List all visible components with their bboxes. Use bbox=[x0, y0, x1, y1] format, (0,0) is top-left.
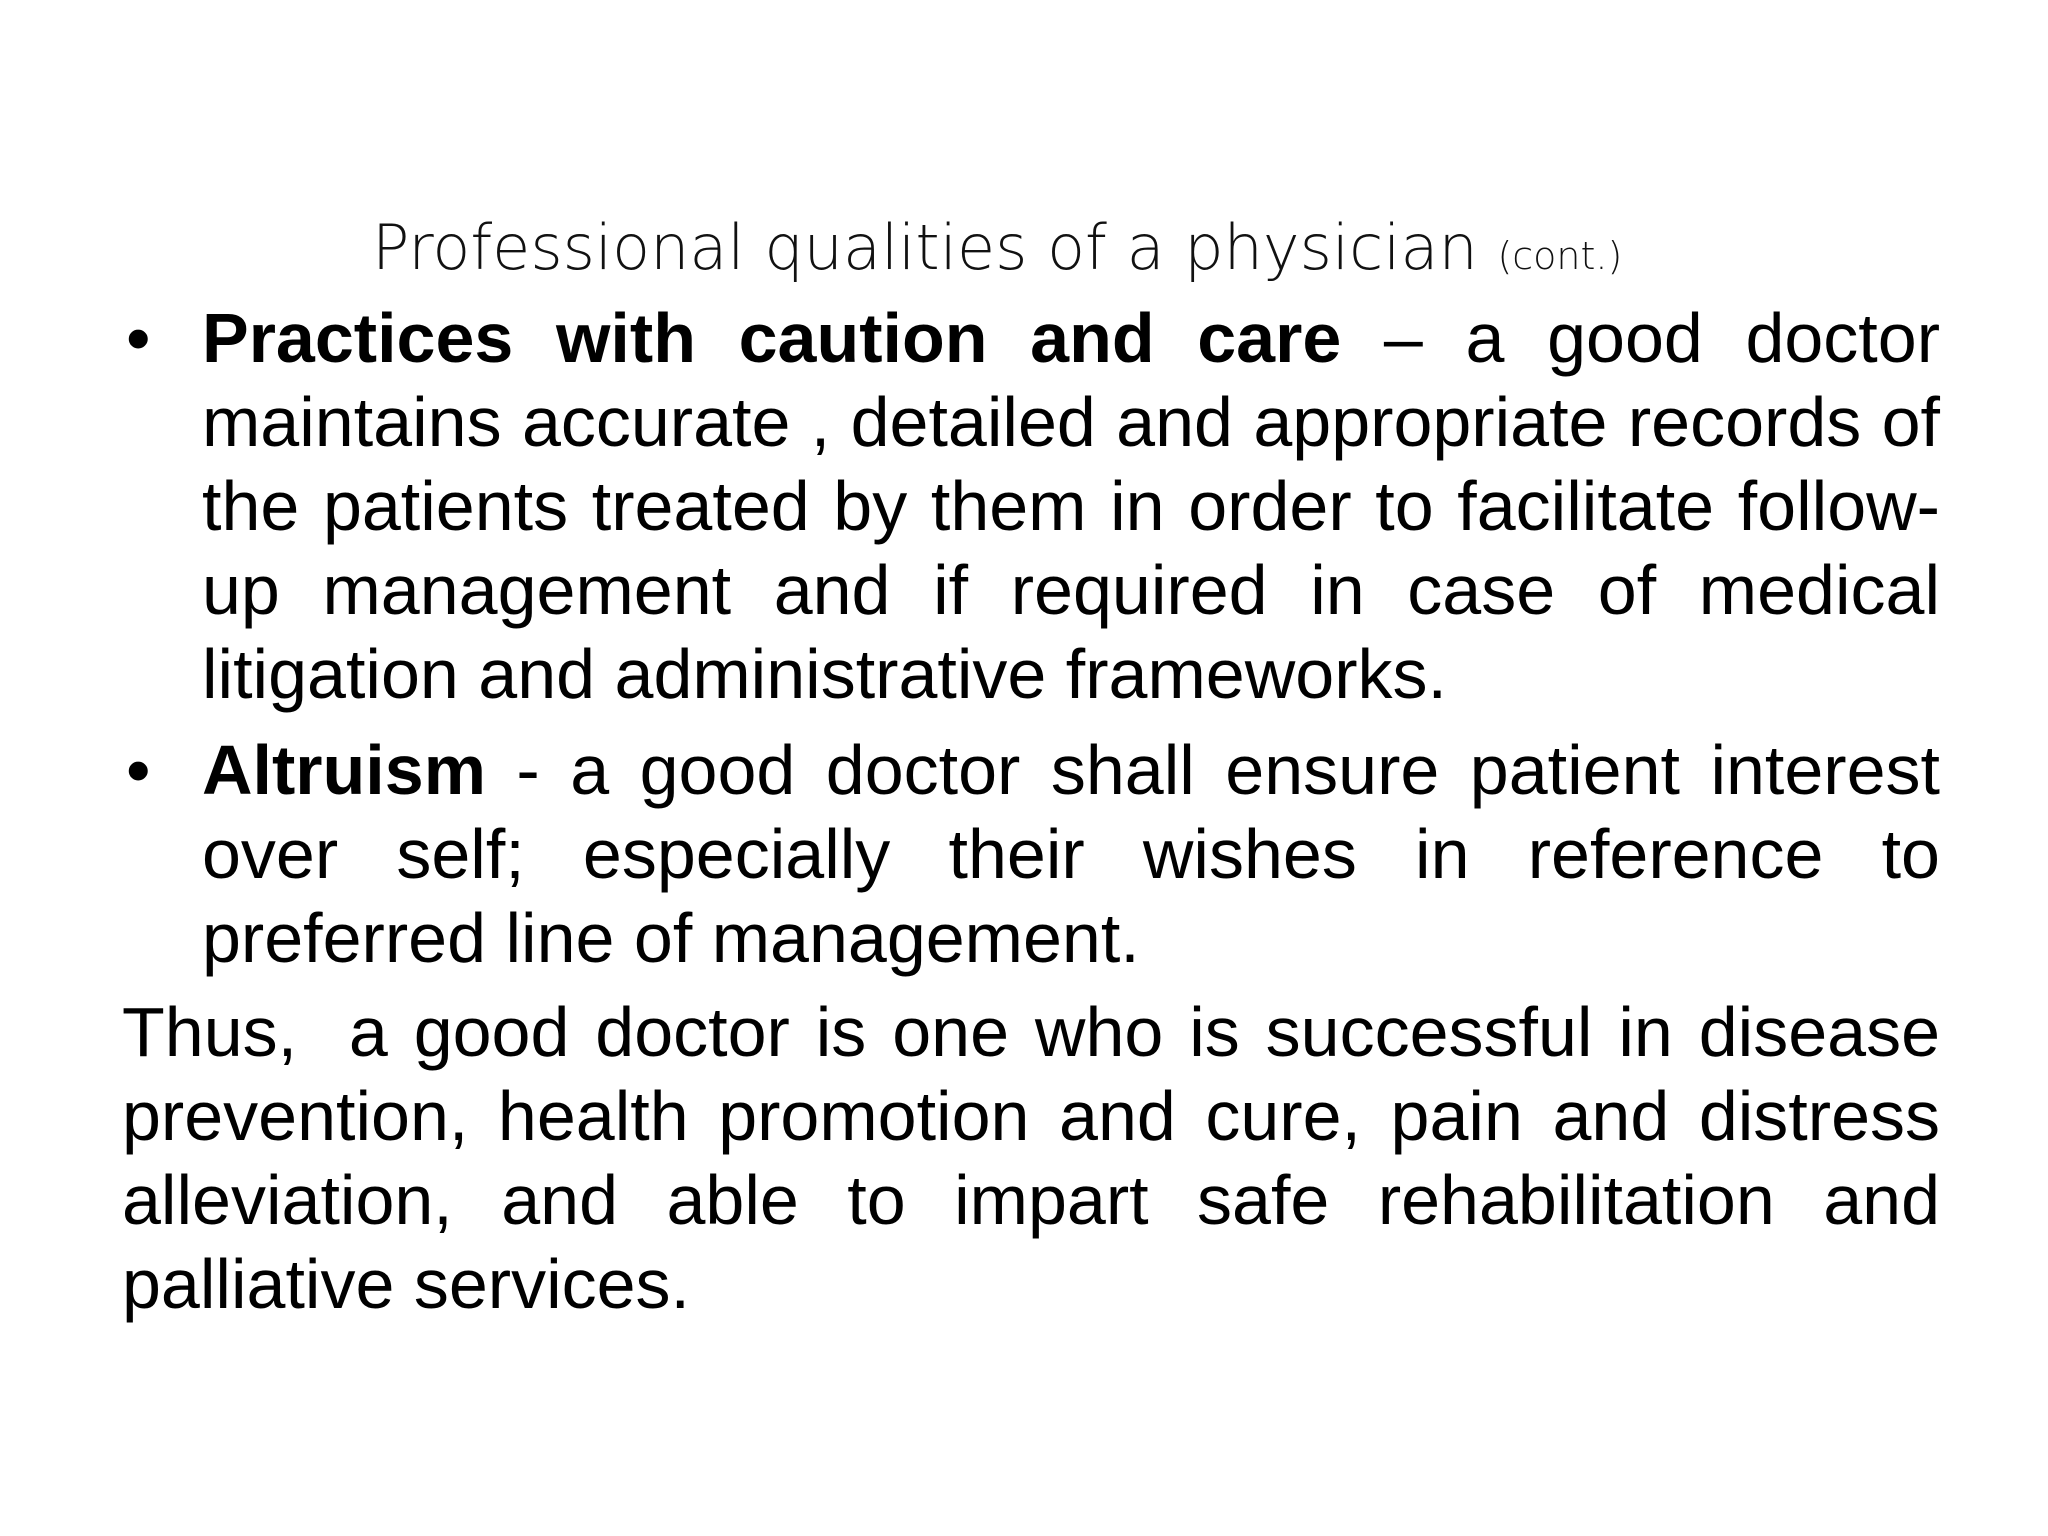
conclusion-paragraph: Thus, a good doctor is one who is successful in disease prevention, health promotion and cure, pain and distress alleviation, and able to impart safe rehabilitation and palliative services. bbox=[122, 993, 1960, 1323]
bullet-heading: Altruism bbox=[202, 731, 486, 809]
slide-title-text: Professional qualities of a physician bbox=[372, 211, 1478, 284]
bullet-text: - a good doctor shall ensure patient interest over self; especially their wishes in reference to preferred line of management. bbox=[202, 731, 1940, 977]
bullet-text: – a good doctor maintains accurate , detailed and appropriate records of the patients treated by them in order to facilitate follow-up management and if required in case of medical litigation and administrative frameworks. bbox=[202, 299, 1940, 713]
bullet-marker: • bbox=[126, 299, 151, 377]
slide-title-suffix: (cont.) bbox=[1497, 234, 1623, 278]
slide-title bbox=[372, 208, 1772, 296]
bullet-heading: Practices with caution and care bbox=[202, 299, 1342, 377]
bullet-altruism bbox=[122, 728, 1940, 980]
bullet-marker: • bbox=[126, 731, 151, 809]
slide-content bbox=[122, 296, 1960, 1326]
bullet-caution-and-care bbox=[122, 296, 1940, 716]
